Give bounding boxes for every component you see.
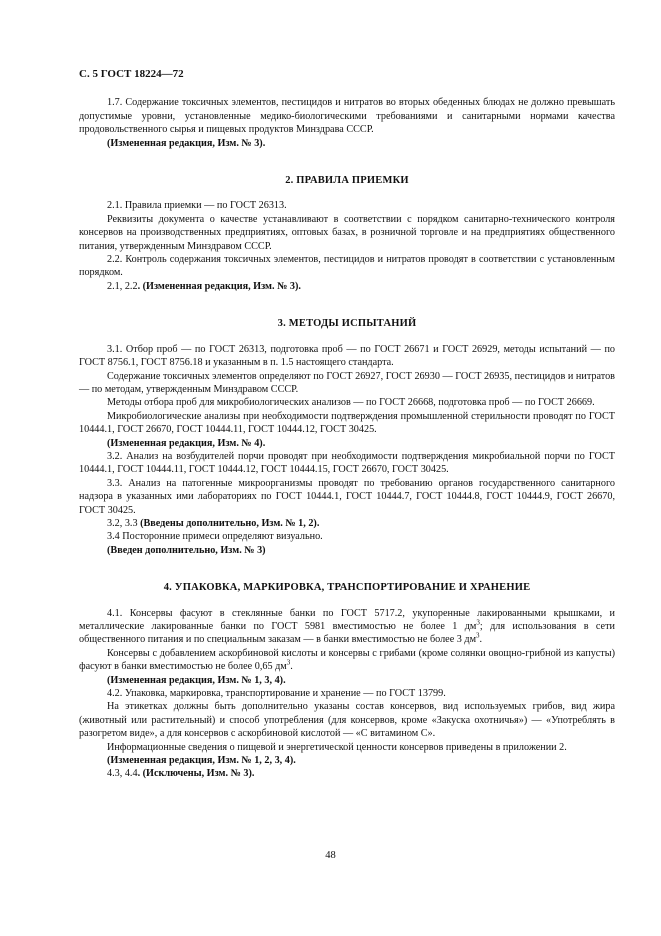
paragraph-3-3: 3.3. Анализ на патогенные микроорганизмы проводят по требованию органов государственного санитарного надзора в указанных ими лабораториях по ГОСТ 10444.1, ГОСТ 10444.7, ГОСТ 10444.8, ГОСТ 10444.9, ГОСТ 26670, ГОСТ 30425. bbox=[79, 477, 615, 516]
amendment-text: (Введены дополнительно, Изм. № 1, 2). bbox=[137, 517, 320, 529]
amendment-clauses: 2.1, 2.2 bbox=[107, 280, 138, 292]
paragraph-4-2-labels: На этикетках должны быть дополнительно указаны состав консервов, вид используемых грибов, вид жира (животный или растительный) и способ употребления (для консервов, кроме «Закуска охотничья») — «Употреблять в разогретом виде», а для консервов с аскорбиновой кислотой — «С витамином С». bbox=[79, 701, 615, 740]
amendment-note bbox=[79, 280, 615, 293]
amendment-note: (Измененная редакция, Изм. № 3). bbox=[107, 137, 266, 149]
paragraph-3-4: 3.4 Посторонние примеси определяют визуально. bbox=[107, 531, 323, 543]
paragraph-4-1: 4.1. Консервы фасуют в стеклянные банки по ГОСТ 5717.2, укупоренные лакированными крышками, и металлические лакированные банки по ГОСТ 5981 вместимостью не более 1 $дм^3$; для использования в сети общественного питания и по специальным заказам — в банки вместимостью не более 3 $дм^3$. bbox=[79, 607, 615, 646]
page-number: 48 bbox=[325, 850, 336, 861]
amendment-note: (Измененная редакция, Изм. № 1, 2, 3, 4). bbox=[107, 755, 296, 767]
section-title-packaging: 4. УПАКОВКА, МАРКИРОВКА, ТРАНСПОРТИРОВАНИЕ И ХРАНЕНИЕ bbox=[163, 582, 531, 594]
amendment-note bbox=[79, 517, 615, 530]
paragraph-2-1-requisites: Реквизиты документа о качестве устанавливают в соответствии с порядком санитарно-технического контроля консервов на производственных предприятиях, оптовых базах, в розничной торговле и на предприятиях общественного питания, утвержденным Минздравом СССР. bbox=[79, 213, 615, 252]
amendment-note: (Измененная редакция, Изм. № 1, 3, 4). bbox=[107, 674, 286, 686]
running-head: С. 5 ГОСТ 18224—72 bbox=[79, 68, 184, 80]
amendment-clauses: 4.3, 4.4 bbox=[107, 768, 138, 780]
paragraph-3-1: 3.1. Отбор проб — по ГОСТ 26313, подготовка проб — по ГОСТ 26671 и ГОСТ 26929, методы испытаний — по ГОСТ 8756.1, ГОСТ 8756.18 и указанным в п. 1.5 настоящего стандарта. bbox=[79, 343, 615, 369]
section-title-acceptance: 2. ПРАВИЛА ПРИЕМКИ bbox=[285, 175, 409, 187]
paragraph-3-2: 3.2. Анализ на возбудителей порчи проводят при необходимости подтверждения микробиальной порчи по ГОСТ 10444.1, ГОСТ 10444.11, ГОСТ 10444.12, ГОСТ 10444.15, ГОСТ 26670, ГОСТ 30425. bbox=[79, 450, 615, 476]
paragraph-4-1-ascorbic: Консервы с добавлением аскорбиновой кислоты и консервы с грибами (кроме солянки овощно-грибной из капусты) фасуют в банки вместимостью не более 0,65 $дм^3$. bbox=[79, 647, 615, 673]
amendment-note: (Введен дополнительно, Изм. № 3) bbox=[107, 544, 266, 556]
paragraph-3-1-sampling: Методы отбора проб для микробиологических анализов — по ГОСТ 26668, подготовка проб — по ГОСТ 26669. bbox=[107, 397, 595, 409]
paragraph-3-1-microbiology: Микробиологические анализы при необходимости подтверждения промышленной стерильности проводят по ГОСТ 10444.1, ГОСТ 26670, ГОСТ 10444.11, ГОСТ 10444.12, ГОСТ 30425. bbox=[79, 410, 615, 436]
paragraph-2-1: 2.1. Правила приемки — по ГОСТ 26313. bbox=[107, 200, 287, 212]
paragraph-2-2: 2.2. Контроль содержания токсичных элементов, пестицидов и нитратов проводят в соответствии с установленным порядком. bbox=[79, 254, 615, 279]
amendment-note bbox=[79, 767, 615, 780]
paragraph-4-2: 4.2. Упаковка, маркировка, транспортирование и хранение — по ГОСТ 13799. bbox=[107, 688, 446, 700]
amendment-note: (Измененная редакция, Изм. № 4). bbox=[107, 437, 266, 449]
section-title-test-methods: 3. МЕТОДЫ ИСПЫТАНИЙ bbox=[277, 318, 417, 330]
amendment-clauses: 3.2, 3.3 bbox=[107, 517, 138, 529]
paragraph-4-2-nutrition: Информационные сведения о пищевой и энергетической ценности консервов приведены в приложении 2. bbox=[107, 741, 567, 753]
amendment-text: . (Измененная редакция, Изм. № 3). bbox=[137, 280, 301, 292]
paragraph-1-7: 1.7. Содержание токсичных элементов, пестицидов и нитратов во вторых обеденных блюдах не должно превышать допустимые уровни, установленные медико-биологическими требованиями и санитарными нормами качества продовольственного сырья и пищевых продуктов Минздрава СССР. bbox=[79, 97, 615, 136]
page-content bbox=[79, 68, 615, 781]
paragraph-3-1-toxic: Содержание токсичных элементов определяют по ГОСТ 26927, ГОСТ 26930 — ГОСТ 26935, пестицидов и нитратов — по методам, утвержденным Минздравом СССР. bbox=[79, 370, 615, 395]
amendment-text: . (Исключены, Изм. № 3). bbox=[137, 768, 255, 780]
